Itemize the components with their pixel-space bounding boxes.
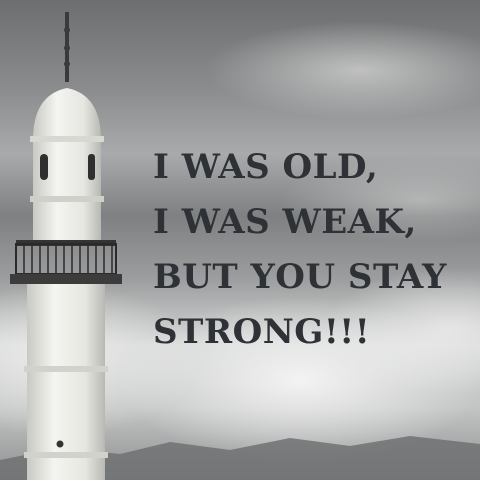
quote-line-1: I WAS OLD, <box>153 147 379 187</box>
quote-text <box>153 140 447 360</box>
quote-line-2: I WAS WEAK, <box>153 202 417 242</box>
quote-line-3: BUT YOU STAY <box>153 257 447 297</box>
minaret-tower <box>0 0 140 480</box>
quote-line-4: STRONG!!! <box>153 312 371 352</box>
